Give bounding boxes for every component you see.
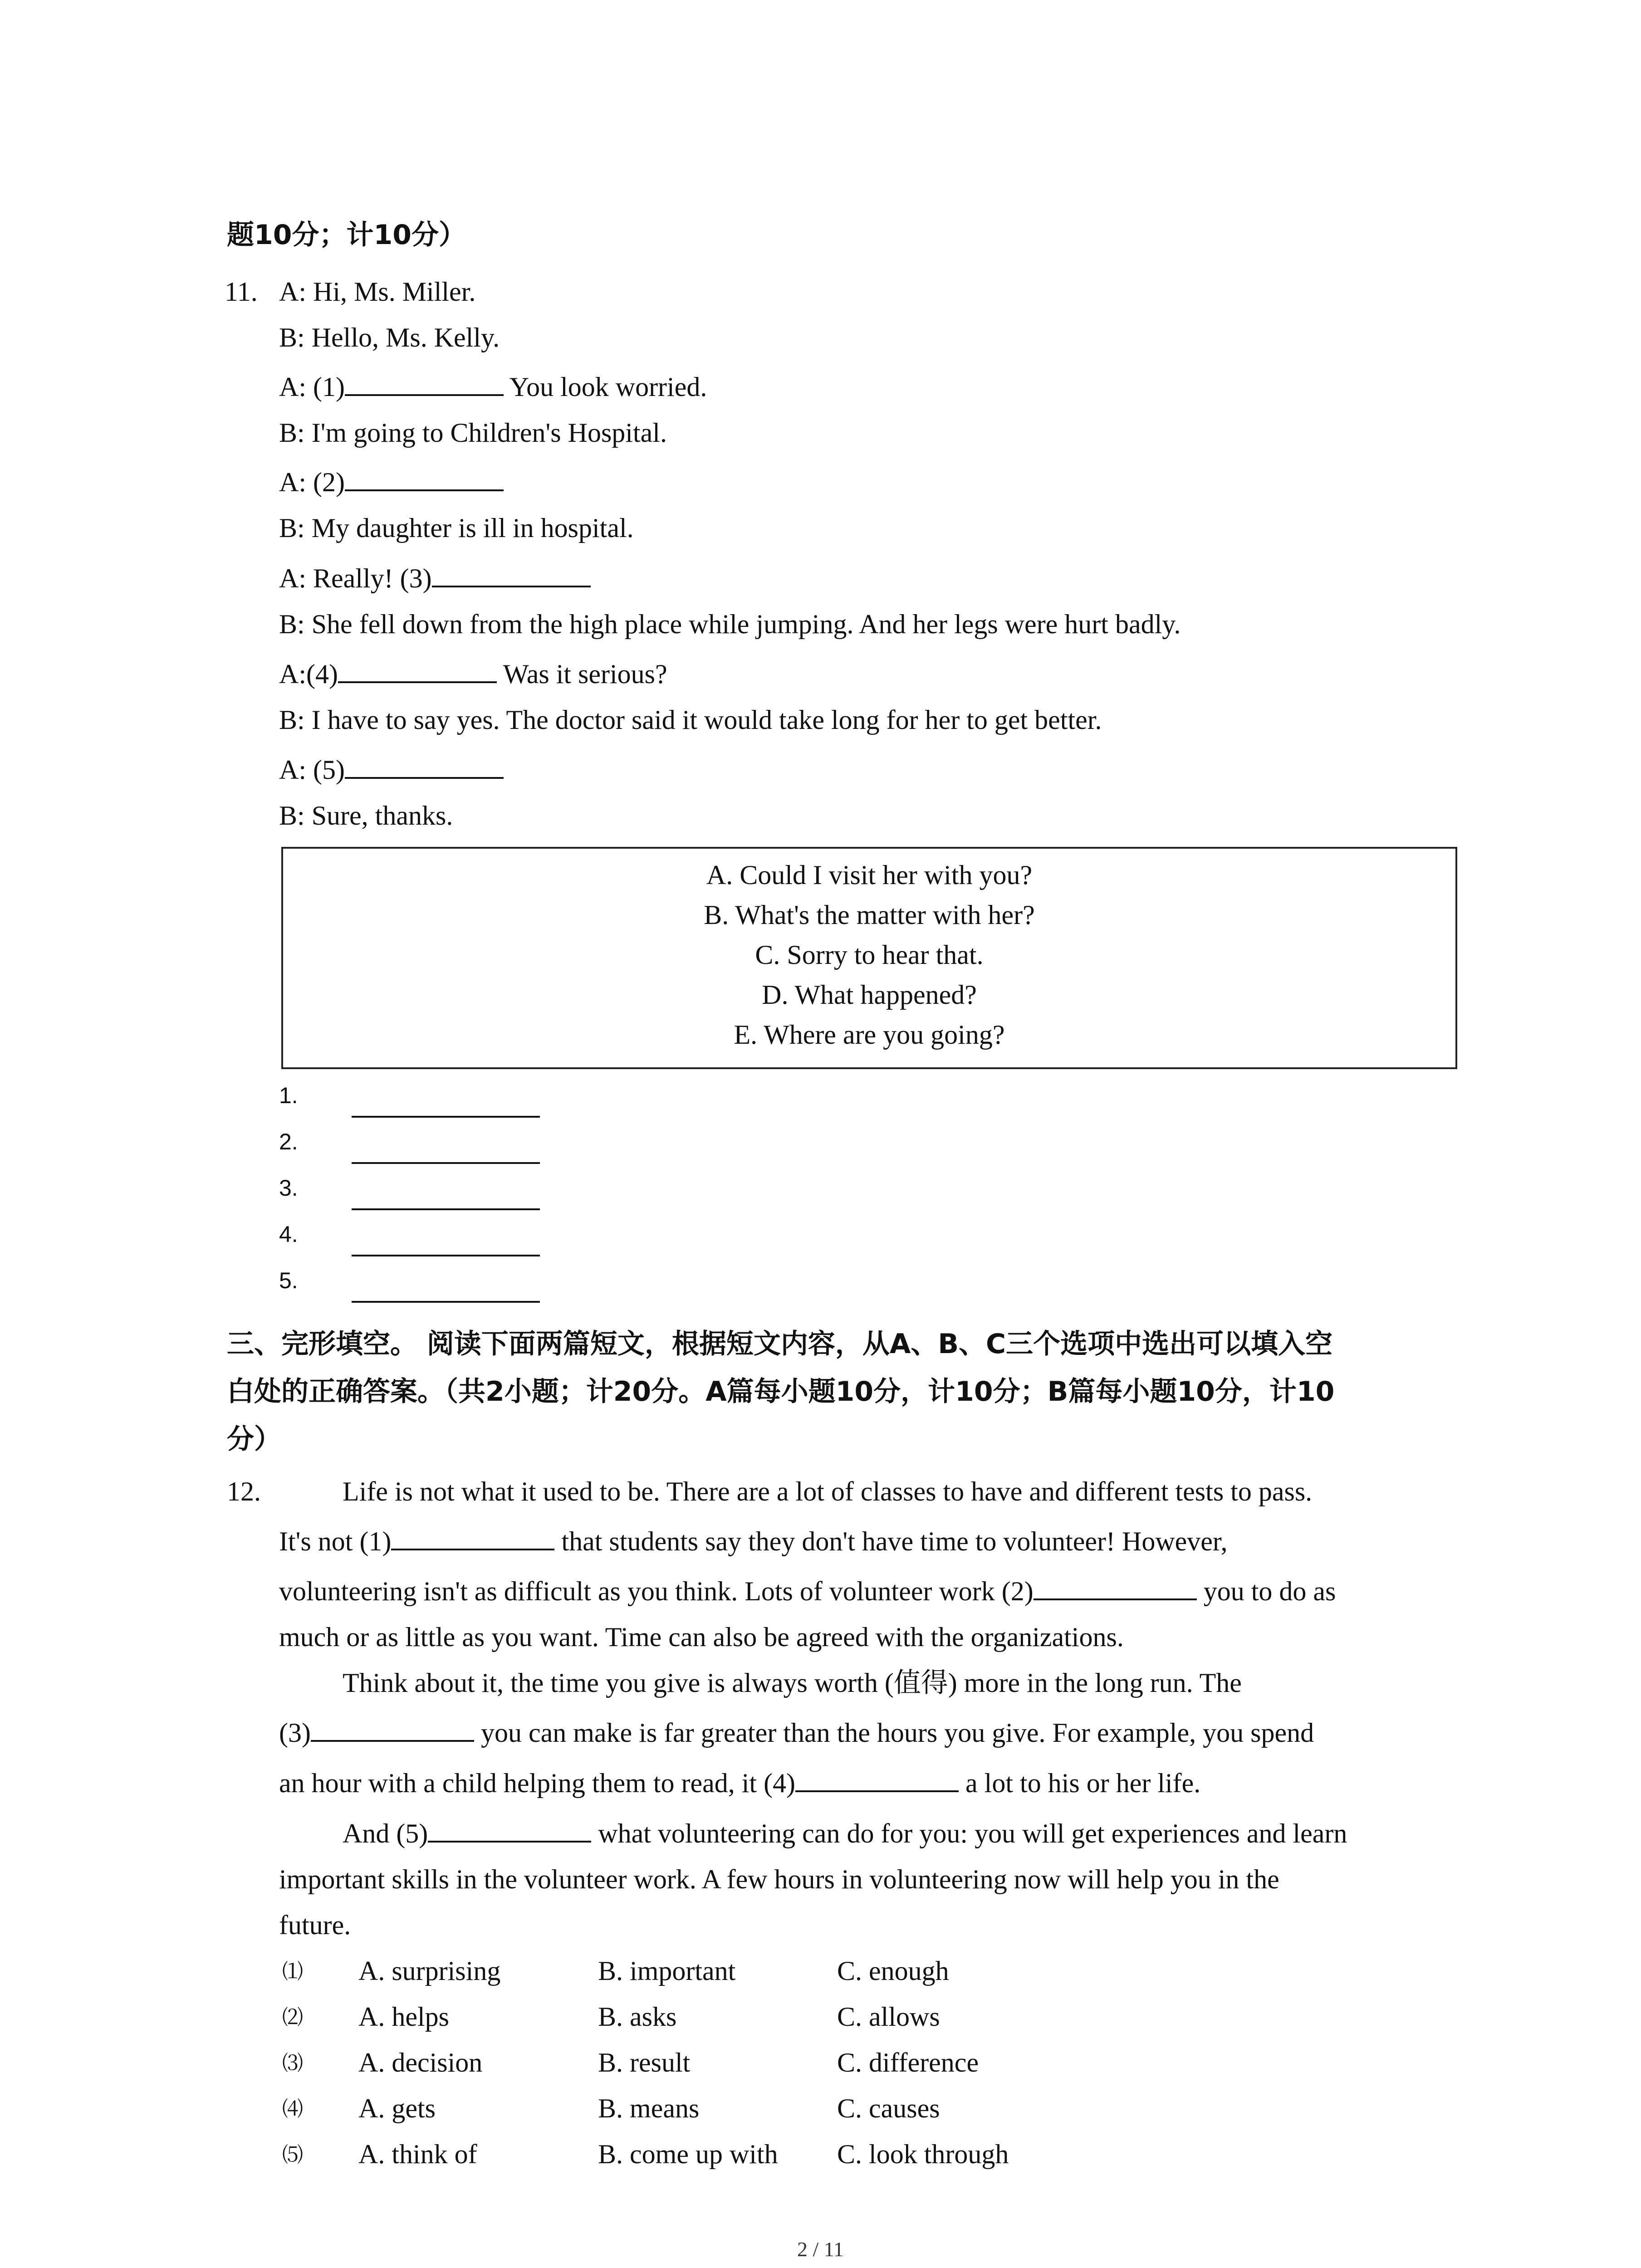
- option-a: A. Could I visit her with you?: [706, 860, 1033, 890]
- section-heading: 三、完形填空。 阅读下面两篇短文，根据短文内容，从A、B、C三个选项中选出可以填入空: [227, 1328, 1333, 1360]
- dialogue-line: B: I'm going to Children's Hospital.: [279, 418, 667, 448]
- passage-text: you to do as: [1196, 1576, 1336, 1606]
- answer-line-3[interactable]: [352, 1208, 540, 1210]
- answer-number: 5.: [279, 1268, 298, 1293]
- question-number-11: 11.: [225, 277, 258, 307]
- choice-c[interactable]: C. causes: [837, 2093, 940, 2123]
- dialogue-line: B: She fell down from the high place while jumping. And her legs were hurt badly.: [279, 609, 1181, 639]
- passage-line: much or as little as you want. Time can also be agreed with the organizations.: [279, 1622, 1124, 1652]
- passage-text: what volunteering can do for you: you will get experiences and learn: [591, 1818, 1347, 1848]
- choice-a[interactable]: A. decision: [358, 2048, 483, 2077]
- dialogue-text: You look worried.: [503, 372, 707, 402]
- cloze-blank-3[interactable]: [311, 1737, 474, 1742]
- dialogue-line: [279, 465, 504, 499]
- answer-number: 4.: [279, 1222, 298, 1247]
- passage-text: volunteering isn't as difficult as you think. Lots of volunteer work (2): [279, 1576, 1034, 1606]
- option-b: B. What's the matter with her?: [704, 900, 1035, 930]
- page-number: 2 / 11: [797, 2238, 844, 2261]
- choice-c[interactable]: C. difference: [837, 2048, 979, 2077]
- dialogue-line: [279, 657, 667, 691]
- dialogue-line: B: My daughter is ill in hospital.: [279, 513, 634, 543]
- answer-number: 3.: [279, 1175, 298, 1201]
- choice-c[interactable]: C. enough: [837, 1956, 949, 1986]
- choice-c[interactable]: C. look through: [837, 2139, 1009, 2169]
- answer-blank-2[interactable]: [345, 487, 504, 491]
- dialogue-line: B: Sure, thanks.: [279, 801, 453, 831]
- choice-number: ⑸: [282, 2142, 303, 2167]
- cloze-blank-2[interactable]: [1034, 1596, 1197, 1600]
- dialogue-line: B: I have to say yes. The doctor said it would take long for her to get better.: [279, 705, 1102, 735]
- answer-blank-1[interactable]: [345, 391, 504, 396]
- answer-line-5[interactable]: [352, 1301, 540, 1303]
- choice-b[interactable]: B. come up with: [598, 2139, 778, 2169]
- answer-line-2[interactable]: [352, 1162, 540, 1164]
- passage-text: a lot to his or her life.: [959, 1768, 1201, 1798]
- passage-text: And (5): [343, 1818, 428, 1848]
- section-heading-tail: 题10分；计10分）: [227, 219, 466, 251]
- answer-blank-4[interactable]: [338, 679, 497, 683]
- passage-text: you can make is far greater than the hours you give. For example, you spend: [474, 1718, 1314, 1748]
- choice-b[interactable]: B. important: [598, 1956, 736, 1986]
- passage-line: Life is not what it used to be. There are a lot of classes to have and different tests to pass.: [343, 1476, 1313, 1506]
- choice-number: ⑴: [282, 1959, 303, 1984]
- passage-line: [279, 1524, 1228, 1559]
- passage-line: [343, 1816, 1347, 1851]
- answer-line-4[interactable]: [352, 1255, 540, 1256]
- passage-line: important skills in the volunteer work. A few hours in volunteering now will help you in the: [279, 1864, 1279, 1894]
- choice-b[interactable]: B. asks: [598, 2002, 677, 2032]
- passage-line: [279, 1574, 1336, 1608]
- answer-line-1[interactable]: [352, 1116, 540, 1118]
- cloze-blank-4[interactable]: [795, 1788, 959, 1792]
- passage-text: an hour with a child helping them to read, it (4): [279, 1768, 796, 1798]
- section-heading: 分）: [227, 1423, 281, 1455]
- dialogue-text: A: (1): [279, 372, 345, 402]
- choice-a[interactable]: A. gets: [358, 2093, 436, 2123]
- passage-line: future.: [279, 1910, 351, 1940]
- cloze-blank-1[interactable]: [391, 1546, 554, 1550]
- question-number-12: 12.: [227, 1476, 261, 1506]
- dialogue-line: [279, 561, 591, 596]
- answer-number: 1.: [279, 1083, 298, 1108]
- section-heading: 白处的正确答案。（共2小题；计20分。A篇每小题10分，计10分；B篇每小题10分，计10: [227, 1376, 1335, 1408]
- choice-b[interactable]: B. result: [598, 2048, 691, 2077]
- option-c: C. Sorry to hear that.: [755, 940, 984, 970]
- dialogue-text: A:(4): [279, 659, 338, 689]
- choice-a[interactable]: A. helps: [358, 2002, 449, 2032]
- answer-number: 2.: [279, 1129, 298, 1154]
- dialogue-text: A: (2): [279, 467, 345, 497]
- cloze-blank-5[interactable]: [428, 1838, 591, 1843]
- answer-blank-3[interactable]: [432, 583, 591, 587]
- choice-c[interactable]: C. allows: [837, 2002, 940, 2032]
- choice-a[interactable]: A. think of: [358, 2139, 477, 2169]
- answer-blank-5[interactable]: [345, 774, 504, 779]
- passage-text: that students say they don't have time to volunteer! However,: [554, 1526, 1228, 1556]
- choice-number: ⑵: [282, 2005, 303, 2029]
- passage-text: It's not (1): [279, 1526, 392, 1556]
- passage-line: [279, 1766, 1200, 1800]
- passage-text: (3): [279, 1718, 311, 1748]
- dialogue-line: [279, 753, 504, 787]
- dialogue-line: [279, 370, 707, 404]
- choice-a[interactable]: A. surprising: [358, 1956, 501, 1986]
- choice-b[interactable]: B. means: [598, 2093, 700, 2123]
- passage-line: Think about it, the time you give is always worth (值得) more in the long run. The: [343, 1668, 1242, 1698]
- dialogue-text: A: (5): [279, 755, 345, 785]
- option-d: D. What happened?: [762, 980, 977, 1010]
- dialogue-line: B: Hello, Ms. Kelly.: [279, 323, 500, 352]
- choice-number: ⑶: [282, 2051, 303, 2075]
- passage-line: [279, 1716, 1314, 1750]
- choice-number: ⑷: [282, 2097, 303, 2121]
- dialogue-text: A: Really! (3): [279, 563, 432, 593]
- dialogue-text: Was it serious?: [496, 659, 667, 689]
- dialogue-line: A: Hi, Ms. Miller.: [279, 277, 476, 307]
- option-e: E. Where are you going?: [734, 1020, 1005, 1050]
- options-box: [281, 847, 1457, 1069]
